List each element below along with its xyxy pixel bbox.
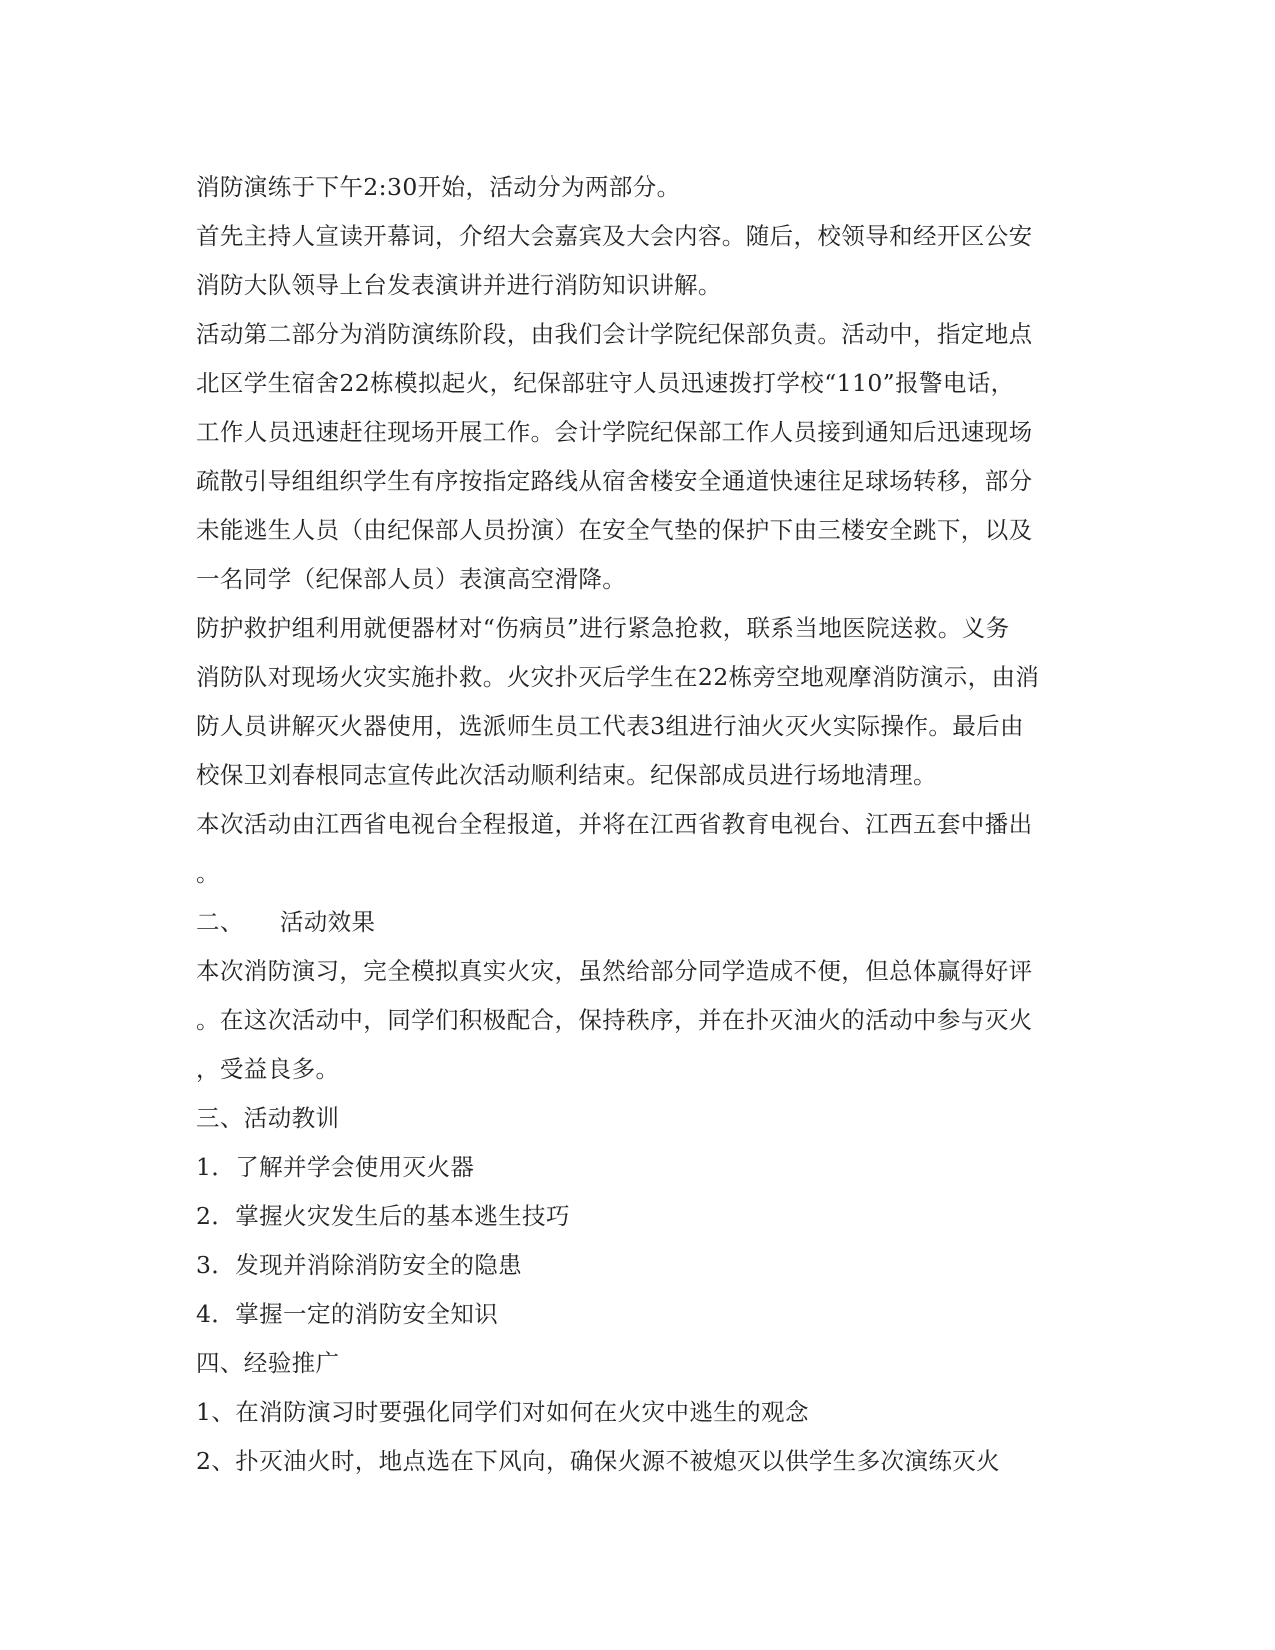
text-line xyxy=(196,898,1076,947)
list-item: 3．发现并消除消防安全的隐患 xyxy=(196,1251,523,1279)
text-line: 三、活动教训 xyxy=(196,1104,340,1132)
text-line: ，受益良多。 xyxy=(196,1055,340,1083)
section-heading-lessons xyxy=(196,1094,1076,1143)
text-line: 一名同学（纪保部人员）表演高空滑降。 xyxy=(196,565,627,593)
list-item: 1．了解并学会使用灭火器 xyxy=(196,1153,475,1181)
paragraph-opening xyxy=(196,212,1076,310)
paragraph-broadcast xyxy=(196,800,1076,898)
text-line: 消防演练于下午2:30开始，活动分为两部分。 xyxy=(196,173,681,201)
text-line: 首先主持人宣读开幕词，介绍大会嘉宾及大会内容。随后，校领导和经开区公安 xyxy=(196,222,1033,250)
text-line: 。在这次活动中，同学们积极配合，保持秩序，并在扑灭油火的活动中参与灭火 xyxy=(196,1006,1033,1034)
text-line: 。 xyxy=(196,859,220,887)
text-line: 北区学生宿舍22栋模拟起火，纪保部驻守人员迅速拨打学校“110”报警电话， xyxy=(196,369,1015,397)
section-heading-promotion xyxy=(196,1339,1076,1388)
section-title: 活动效果 xyxy=(279,908,376,936)
text-line: 校保卫刘春根同志宣传此次活动顺利结束。纪保部成员进行场地清理。 xyxy=(196,761,937,789)
list-item: 2．掌握火灾发生后的基本逃生技巧 xyxy=(196,1202,570,1230)
text-line: 防人员讲解灭火器使用，选派师生员工代表3组进行油火灭火实际操作。最后由 xyxy=(196,712,1024,740)
section-heading-effect xyxy=(196,898,1076,947)
text-line: 疏散引导组组织学生有序按指定路线从宿舍楼安全通道快速往足球场转移，部分 xyxy=(196,467,1033,495)
list-item: 4．掌握一定的消防安全知识 xyxy=(196,1300,499,1328)
promotion-list xyxy=(196,1388,1076,1486)
document-body xyxy=(196,163,1076,1486)
paragraph-effect xyxy=(196,947,1076,1094)
section-number: 二、 xyxy=(196,908,244,936)
text-line: 四、经验推广 xyxy=(196,1349,340,1377)
text-line: 本次消防演习，完全模拟真实火灾，虽然给部分同学造成不便，但总体赢得好评 xyxy=(196,957,1033,985)
list-item: 1、在消防演习时要强化同学们对如何在火灾中逃生的观念 xyxy=(196,1398,809,1426)
text-line: 活动第二部分为消防演练阶段，由我们会计学院纪保部负责。活动中，指定地点 xyxy=(196,320,1033,348)
text-line: 未能逃生人员（由纪保部人员扮演）在安全气垫的保护下由三楼安全跳下，以及 xyxy=(196,516,1033,544)
paragraph-rescue xyxy=(196,604,1076,800)
paragraph-drill-phase xyxy=(196,310,1076,604)
text-line: 工作人员迅速赶往现场开展工作。会计学院纪保部工作人员接到通知后迅速现场 xyxy=(196,418,1033,446)
text-line: 消防队对现场火灾实施扑救。火灾扑灭后学生在22栋旁空地观摩消防演示，由消 xyxy=(196,663,1040,691)
list-item: 2、扑灭油火时，地点选在下风向，确保火源不被熄灭以供学生多次演练灭火 xyxy=(196,1447,1001,1475)
paragraph-drill-start xyxy=(196,163,1076,212)
lessons-list xyxy=(196,1143,1076,1339)
text-line: 防护救护组利用就便器材对“伤病员”进行紧急抢救，联系当地医院送救。义务 xyxy=(196,614,1010,642)
text-line: 本次活动由江西省电视台全程报道，并将在江西省教育电视台、江西五套中播出 xyxy=(196,810,1033,838)
text-line: 消防大队领导上台发表演讲并进行消防知识讲解。 xyxy=(196,271,722,299)
